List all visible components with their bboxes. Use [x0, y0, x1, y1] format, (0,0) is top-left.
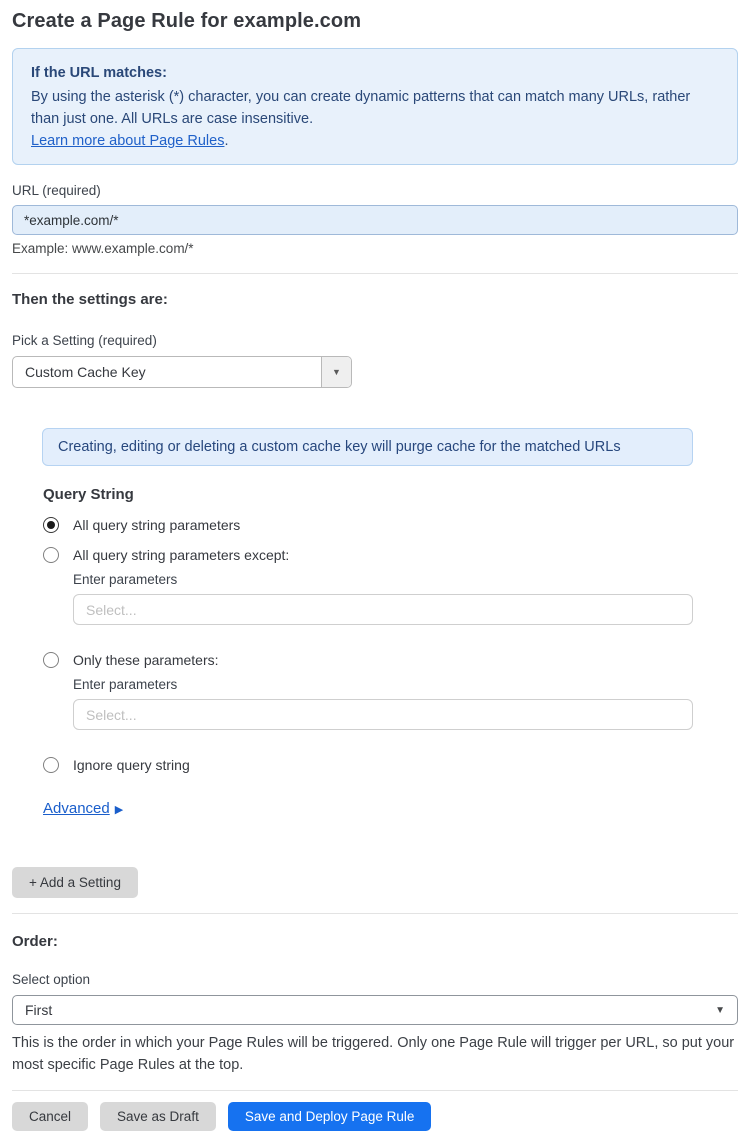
- query-string-section: [43, 486, 693, 773]
- info-box-body: By using the asterisk (*) character, you can create dynamic patterns that can match many URLs, rather than just one. All URLs are case insensitive.: [31, 89, 691, 127]
- url-example-text: Example: www.example.com/*: [12, 241, 194, 256]
- radio-option-label: All query string parameters except:: [73, 547, 290, 563]
- learn-more-link[interactable]: Learn more about Page Rules: [31, 133, 225, 149]
- except-params-block: [73, 572, 693, 625]
- radio-button-icon[interactable]: [43, 547, 59, 563]
- radio-option-all-except[interactable]: [43, 547, 693, 563]
- divider: [12, 913, 738, 914]
- footer-actions: [12, 1102, 738, 1131]
- query-string-heading: Query String: [43, 486, 134, 503]
- url-field-label: URL (required): [12, 183, 101, 198]
- cancel-button[interactable]: Cancel: [12, 1102, 88, 1131]
- radio-button-icon[interactable]: [43, 652, 59, 668]
- only-params-block: [73, 677, 693, 730]
- radio-option-all-params[interactable]: [43, 517, 693, 533]
- settings-heading: Then the settings are:: [12, 291, 168, 308]
- caret-right-icon: ▶: [114, 804, 124, 816]
- chevron-down-icon: ▼: [715, 1004, 725, 1016]
- url-match-info-box: [12, 48, 738, 165]
- order-select[interactable]: [12, 995, 738, 1025]
- advanced-link-label: Advanced: [43, 800, 110, 817]
- order-help-text: This is the order in which your Page Rules will be triggered. Only one Page Rule will trigger per URL, so put your most specific Page Rules at the top.: [12, 1035, 735, 1073]
- only-parameters-input[interactable]: [73, 699, 693, 730]
- enter-parameters-label: Enter parameters: [73, 677, 178, 692]
- advanced-row: [12, 773, 738, 817]
- order-select-label: Select option: [12, 972, 91, 987]
- advanced-link[interactable]: [43, 800, 110, 817]
- page-title: Create a Page Rule for example.com: [12, 10, 362, 32]
- enter-parameters-label: Enter parameters: [73, 572, 178, 587]
- order-heading: Order:: [12, 933, 58, 950]
- save-draft-button[interactable]: Save as Draft: [100, 1102, 216, 1131]
- cache-key-notice: Creating, editing or deleting a custom cache key will purge cache for the matched URLs: [42, 428, 693, 466]
- radio-option-label: Only these parameters:: [73, 652, 219, 668]
- divider: [12, 273, 738, 274]
- setting-picker-select[interactable]: [12, 356, 352, 388]
- radio-option-label: All query string parameters: [73, 517, 241, 533]
- info-box-heading: If the URL matches:: [31, 65, 167, 81]
- except-parameters-input[interactable]: [73, 594, 693, 625]
- radio-button-icon[interactable]: [43, 517, 59, 533]
- radio-option-label: Ignore query string: [73, 757, 190, 773]
- link-suffix: .: [224, 133, 229, 149]
- setting-picker-value: Custom Cache Key: [25, 364, 146, 380]
- chevron-down-icon[interactable]: ▼: [321, 357, 351, 387]
- radio-option-only-these[interactable]: [43, 652, 693, 668]
- url-input[interactable]: [12, 205, 738, 235]
- info-box-link-line: [31, 130, 719, 152]
- add-setting-button[interactable]: + Add a Setting: [12, 867, 138, 898]
- radio-option-ignore-query[interactable]: [43, 757, 693, 773]
- order-select-value: First: [25, 1002, 53, 1018]
- save-deploy-button[interactable]: Save and Deploy Page Rule: [228, 1102, 432, 1131]
- divider: [12, 1090, 738, 1091]
- setting-picker-label: Pick a Setting (required): [12, 333, 157, 348]
- radio-button-icon[interactable]: [43, 757, 59, 773]
